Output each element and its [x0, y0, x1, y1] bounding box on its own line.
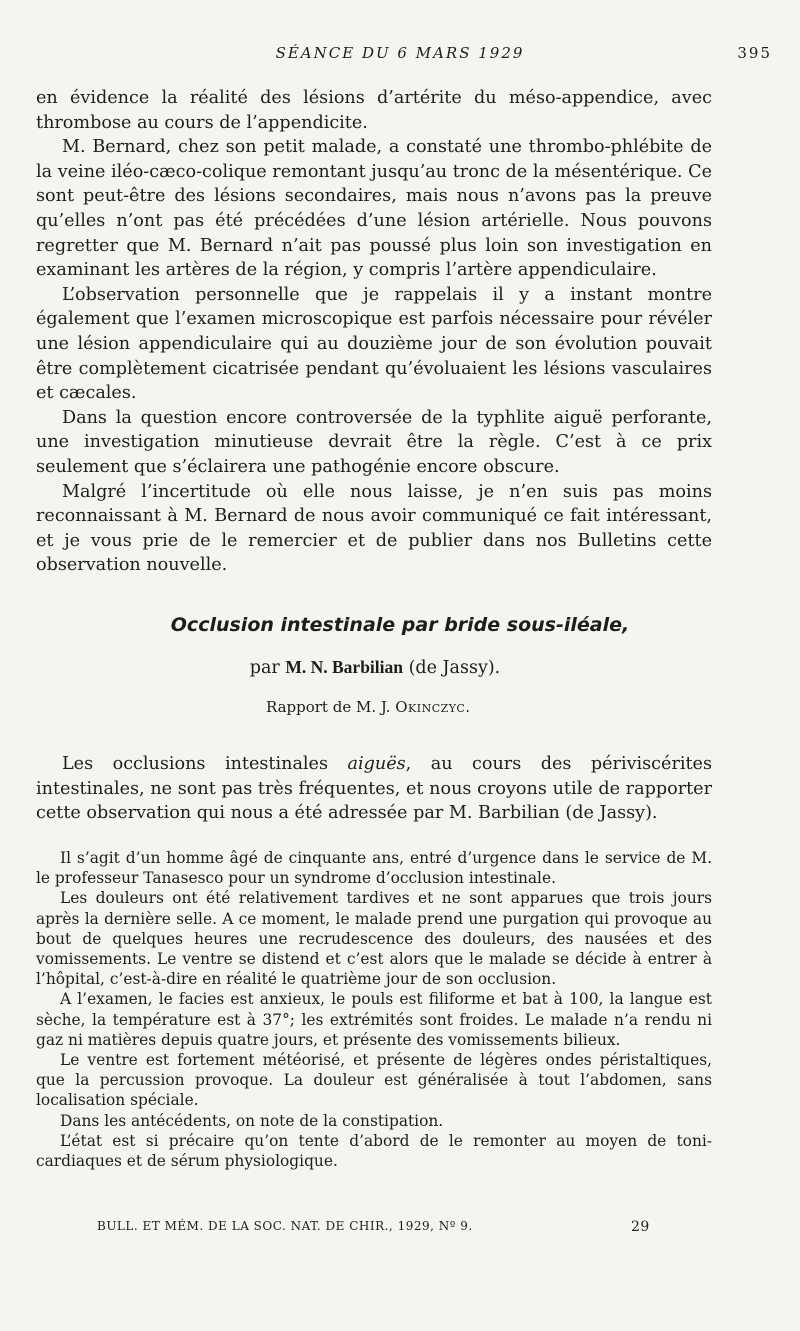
- lead-before: Les occlusions intestinales: [62, 754, 348, 774]
- rapport-prefix: Rapport de M. J.: [265, 698, 396, 716]
- observation-paragraph: A l’examen, le facies est anxieux, le pouls est filiforme et bat à 100, la langue est sèche, la température est à 37°; les extrémités sont froides. Le malade n’a rendu ni gaz ni matières depuis quatre jours, et présente des vomissements bilieux.: [36, 990, 712, 1049]
- page-number: 395: [737, 44, 772, 62]
- observation-paragraph: Il s’agit d’un homme âgé de cinquante ans, entré d’urgence dans le service de M. le professeur Tanasesco pour un syndrome d’occlusion intestinale.: [36, 849, 712, 888]
- lead-emphasis: aiguës: [347, 754, 406, 774]
- sheet-number: 29: [631, 1219, 650, 1235]
- observation-text: [36, 848, 712, 1171]
- paragraph: Malgré l’incertitude où elle nous laisse, je n’en suis pas moins reconnaissant à M. Bernard de nous avoir communiqué ce fait intéressant, et je vous prie de le remercier et de publier dans nos Bulletins cette observation nouvelle.: [36, 481, 712, 576]
- observation-paragraph: Le ventre est fortement météorisé, et présente de légères ondes péristaltiques, que la percussion provoque. La douleur est généralisée à tout l’abdomen, sans localisation spéciale.: [36, 1051, 712, 1110]
- running-header: [0, 44, 800, 66]
- running-title: SÉANCE DU 6 MARS 1929: [275, 44, 525, 62]
- previous-article-text: [36, 86, 712, 578]
- article-title: Occlusion intestinale par bride sous-iléale,: [170, 614, 630, 636]
- rapport-name: Okinczyc: [395, 698, 466, 716]
- paragraph: Dans la question encore controversée de la typhlite aiguë perforante, une investigation minutieuse devrait être la règle. C’est à ce prix seulement que s’éclairera une pathogénie encore obscure.: [36, 407, 712, 477]
- lead-after: , au cours des périviscérites intestinales, ne sont pas très fréquentes, et nous croyons utile de rapporter cette observation qui nous a été adressée par M. Barbilian (de Jassy).: [36, 754, 712, 824]
- author-suffix: (de Jassy).: [403, 658, 501, 678]
- observation-paragraph: Les douleurs ont été relativement tardives et ne sont apparues que trois jours après la dernière selle. A ce moment, le malade prend une purgation qui provoque au bout de quelques heures une recrudescence des douleurs, des nausées et des vomissements. Le ventre se distend et c’est alors que le malade se décide à entrer à l’hôpital, c’est-à-dire en réalité le quatrième jour de son occlusion.: [36, 889, 712, 989]
- observation-paragraph: L’état est si précaire qu’on tente d’abord de le remonter au moyen de toni-cardiaques et de sérum physiologique.: [36, 1131, 712, 1171]
- lead-paragraph: [36, 752, 712, 826]
- paragraph: M. Bernard, chez son petit malade, a constaté une thrombo-phlébite de la veine iléo-cæco-colique remontant jusqu’au tronc de la mésentérique. Ce sont peut-être des lésions secondaires, mais nous n’avons pas la preuve qu’elles n’ont pas été précédées d’une lésion artérielle. Nous pouvons regretter que M. Bernard n’ait pas poussé plus loin son investigation en examinant les artères de la région, y compris l’artère appendiculaire.: [36, 137, 712, 281]
- paragraph: L’observation personnelle que je rappelais il y a instant montre également que l’examen microscopique est parfois nécessaire pour révéler une lésion appendiculaire qui au douzième jour de son évolution pouvait être complètement cicatrisée pendant qu’évoluaient les lésions vasculaires et cæcales.: [36, 284, 712, 404]
- journal-reference: BULL. ET MÉM. DE LA SOC. NAT. DE CHIR., 1929, Nº 9.: [97, 1219, 473, 1233]
- report-line: [0, 698, 736, 716]
- author-name: M. N. Barbilian: [285, 657, 404, 677]
- article-author: [0, 657, 750, 678]
- page-footer: [0, 1219, 800, 1239]
- rapport-suffix: .: [465, 698, 471, 716]
- article-lead: [36, 752, 712, 826]
- observation-paragraph: Dans les antécédents, on note de la constipation.: [60, 1111, 444, 1130]
- paragraph: en évidence la réalité des lésions d’artérite du méso-appendice, avec thrombose au cours de l’appendicite.: [36, 88, 712, 133]
- author-prefix: par: [249, 658, 286, 678]
